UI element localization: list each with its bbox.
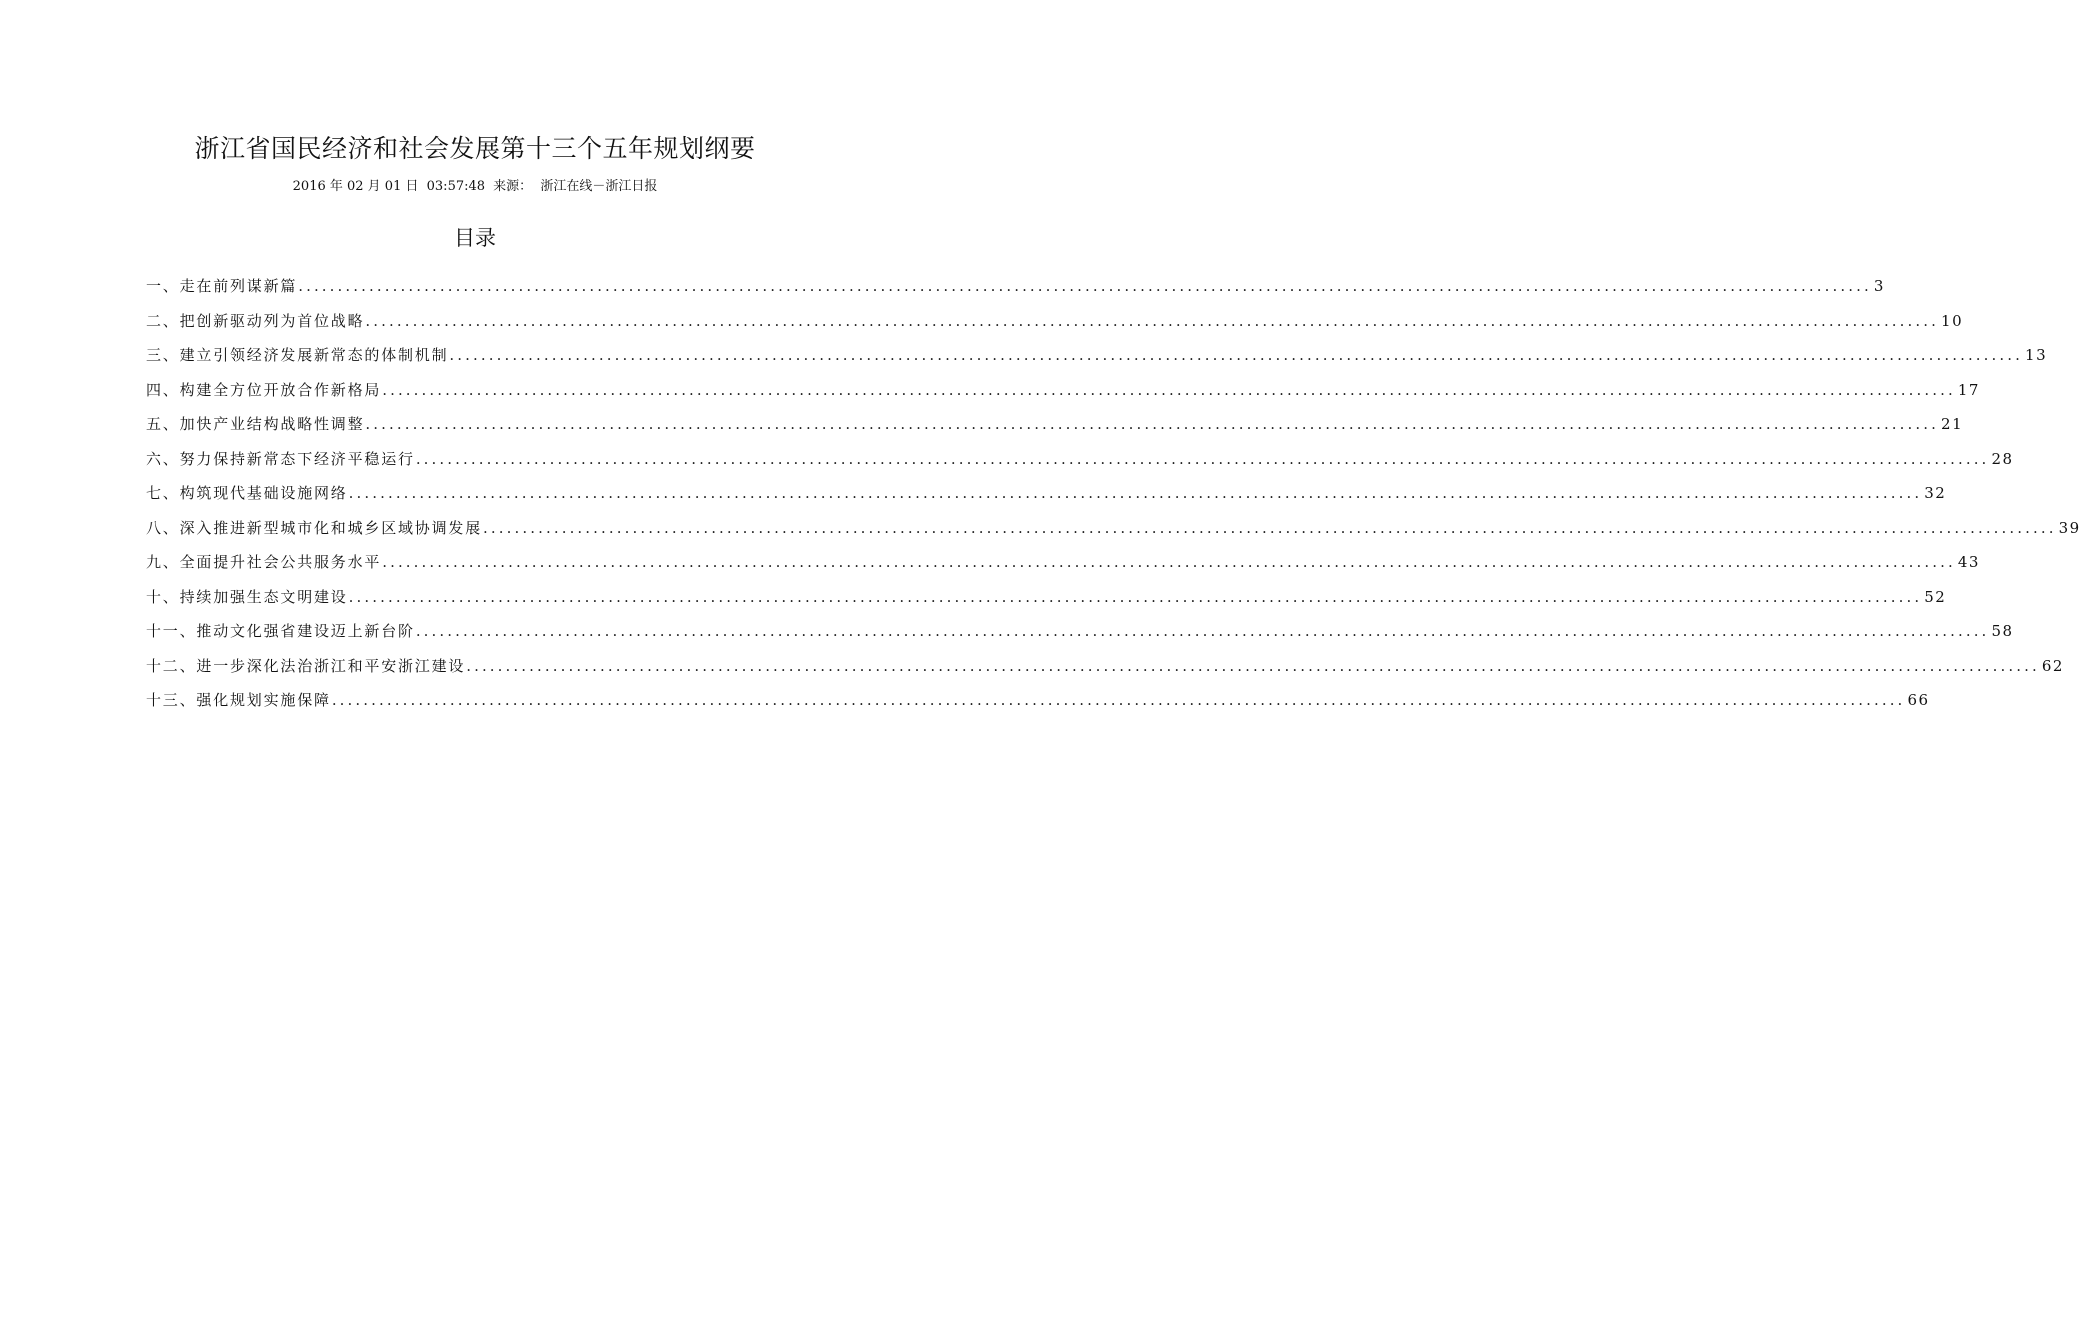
toc-dot-leader: ........................................................................................................................................................................................................	[449, 346, 2024, 364]
toc-item-label: 七、构筑现代基础设施网络	[146, 484, 348, 502]
toc-item-page-number: 10	[1941, 311, 1964, 330]
toc-item-label: 十一、推动文化强省建设迈上新台阶	[146, 622, 415, 640]
toc-item-page-number: 52	[1924, 587, 1947, 606]
toc-item-label: 八、深入推进新型城市化和城乡区域协调发展	[146, 518, 483, 537]
toc-item-label: 五、加快产业结构战略性调整	[146, 415, 365, 433]
toc-dot-leader: ........................................................................................................................................................................................................	[331, 691, 1906, 709]
table-of-contents	[146, 274, 2081, 723]
toc-dot-leader: ........................................................................................................................................................................................................	[382, 553, 1956, 571]
toc-item-page-number: 32	[1924, 484, 1947, 502]
toc-item-label: 一、走在前列谋新篇	[146, 277, 298, 295]
toc-item[interactable]	[146, 274, 1885, 309]
page-title: 浙江省国民经济和社会发展第十三个五年规划纲要	[194, 134, 756, 163]
toc-item-label: 六、努力保持新常态下经济平稳运行	[146, 449, 415, 468]
toc-dot-leader: ........................................................................................................................................................................................................	[483, 518, 2057, 537]
toc-item[interactable]	[146, 412, 1964, 447]
toc-item-page-number: 28	[1991, 449, 2014, 468]
source-label: 来源：	[493, 179, 533, 194]
toc-dot-leader: ........................................................................................................................................................................................................	[365, 415, 1940, 433]
publish-meta	[0, 178, 950, 196]
toc-dot-leader: ........................................................................................................................................................................................................	[415, 622, 1990, 640]
toc-dot-leader: ........................................................................................................................................................................................................	[415, 449, 1990, 468]
toc-item[interactable]	[146, 481, 1947, 516]
toc-item-page-number: 58	[1991, 622, 2014, 640]
toc-item-page-number: 17	[1957, 380, 1980, 399]
toc-item[interactable]	[146, 516, 2081, 551]
toc-item-page-number: 21	[1941, 415, 1964, 433]
toc-item-page-number: 66	[1907, 691, 1930, 709]
toc-item-label: 十、持续加强生态文明建设	[146, 587, 348, 606]
toc-item-label: 十三、强化规划实施保障	[146, 691, 331, 709]
toc-item[interactable]	[146, 619, 2014, 654]
toc-item-label: 十二、进一步深化法治浙江和平安浙江建设	[146, 656, 466, 675]
toc-dot-leader: ........................................................................................................................................................................................................	[348, 587, 1923, 606]
toc-dot-leader: ........................................................................................................................................................................................................	[298, 277, 1872, 295]
toc-item[interactable]	[146, 688, 1930, 723]
publish-time: 03:57:48	[426, 179, 486, 194]
toc-item-label: 三、建立引领经济发展新常态的体制机制	[146, 346, 449, 364]
toc-item-label: 九、全面提升社会公共服务水平	[146, 553, 382, 571]
toc-item-page-number: 3	[1873, 277, 1885, 295]
toc-item[interactable]	[146, 343, 2048, 378]
toc-dot-leader: ........................................................................................................................................................................................................	[382, 380, 1956, 399]
toc-heading: 目录	[454, 226, 496, 250]
toc-item[interactable]	[146, 447, 2014, 482]
toc-item-page-number: 62	[2041, 656, 2064, 675]
toc-item-page-number: 13	[2025, 346, 2048, 364]
toc-dot-leader: ........................................................................................................................................................................................................	[466, 656, 2040, 675]
source-name: 浙江在线－浙江日报	[540, 179, 658, 194]
toc-item[interactable]	[146, 378, 1980, 413]
toc-item[interactable]	[146, 654, 2064, 689]
toc-item-label: 四、构建全方位开放合作新格局	[146, 380, 382, 399]
toc-item-page-number: 43	[1957, 553, 1980, 571]
publish-date: 2016 年 02 月 01 日	[292, 179, 419, 194]
toc-dot-leader: ........................................................................................................................................................................................................	[348, 484, 1923, 502]
toc-item-label: 二、把创新驱动列为首位战略	[146, 311, 365, 330]
toc-dot-leader: ........................................................................................................................................................................................................	[365, 311, 1940, 330]
toc-item-page-number: 39	[2058, 518, 2081, 537]
toc-item[interactable]	[146, 585, 1947, 620]
toc-item[interactable]	[146, 309, 1964, 344]
toc-item[interactable]	[146, 550, 1980, 585]
